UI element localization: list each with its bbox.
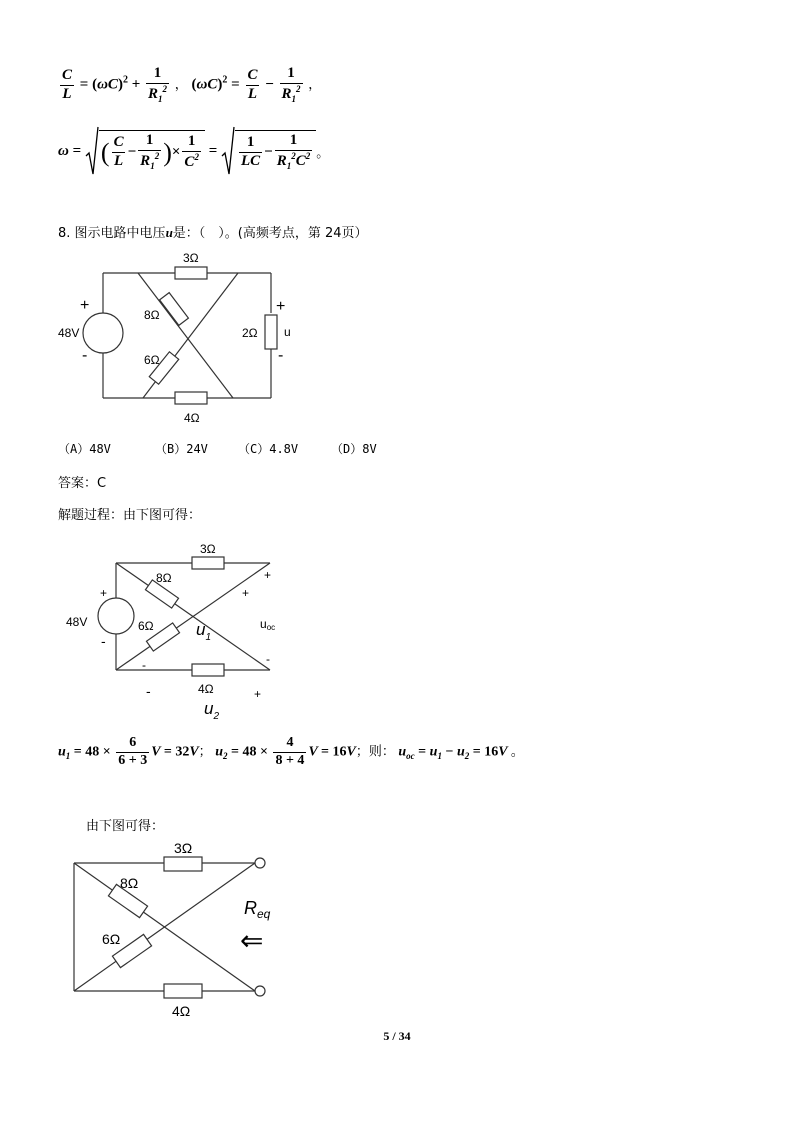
solution-intro-2: 由下图可得： <box>86 819 165 834</box>
c2-minus-source: - <box>101 633 106 649</box>
option-a: （A）48V <box>58 442 111 456</box>
c2-label-3ohm: 3Ω <box>200 542 216 556</box>
question-number: 8. <box>58 226 71 241</box>
terminal-top <box>255 858 265 868</box>
resistor-3ohm <box>192 557 224 569</box>
c1-label-8ohm: 8Ω <box>144 308 160 322</box>
resistor-3ohm <box>164 857 202 871</box>
c2-plus-source: + <box>100 586 108 600</box>
equation-line-2: ω = ( $\frac{C}{L}$ − $\frac{1}{R_1^2}$ ) × $\frac{1}{C^2}$ = $\frac{1}{LC}$ − $\frac{1}{R_1^2C^2}$ 。 <box>58 126 329 176</box>
c1-label-4ohm: 4Ω <box>184 411 200 425</box>
c2-minus-bottom-left: - <box>146 683 151 699</box>
result-end: 。 <box>510 744 524 760</box>
voltage-source-symbol <box>83 313 123 353</box>
c3-label-8ohm: 8Ω <box>120 875 139 891</box>
c3-label-3ohm: 3Ω <box>174 840 193 856</box>
question-var: u <box>165 225 173 240</box>
result-line-text <box>0 0 1 1</box>
question-text-after: 是：（ ）。(高频考点，第 24页） <box>172 226 368 241</box>
radical-sign-icon <box>221 126 235 176</box>
resistor-4ohm <box>164 984 202 998</box>
resistor-2ohm <box>265 315 277 349</box>
c2-minus-mid: - <box>142 658 146 672</box>
c2-minus-right: - <box>266 652 270 666</box>
c2-u2-label: $u_2$ <box>204 699 220 722</box>
c3-label-4ohm: 4Ω <box>172 1003 191 1019</box>
option-d: （D）8V <box>331 442 377 456</box>
answer: 答案：C <box>58 476 107 491</box>
c2-label-8ohm: 8Ω <box>156 571 172 585</box>
result-then: ；则： <box>355 744 395 760</box>
resistor-4ohm <box>192 664 224 676</box>
circuit-diagram-1 <box>58 248 308 428</box>
c2-u1-label: $u_1$ <box>196 620 212 643</box>
c1-label-6ohm: 6Ω <box>144 353 160 367</box>
c2-uoc-label: uoc <box>260 617 276 632</box>
c1-label-u: u <box>284 325 291 339</box>
question-text-before: 图示电路中电压 <box>74 226 166 241</box>
c3-label-6ohm: 6Ω <box>102 931 121 947</box>
c2-plus-top-right: + <box>264 568 272 582</box>
circuit-diagram-2 <box>58 536 298 726</box>
option-c: （C）4.8V <box>238 442 299 456</box>
result-line: $u_1 = 48$ × $\frac{6}{6 + 3}$ V = 32V； $u_2 = 48$ × $\frac{4}{8 + 4}$ V = 16V；则： $u_{oc} = u_1 - u_2 = 16V$ 。 <box>58 735 524 768</box>
question-8 <box>58 222 368 241</box>
equation-line-1: $\frac{C}{L}$ = $(\omega C)^2$ + $\frac{1}{R_1^2}$ ， $(\omega C)^2$ = $\frac{C}{L}$ − $\frac{1}{R_1^2}$ ， <box>62 65 322 104</box>
c1-minus-left: - <box>82 347 88 364</box>
c3-req-label: $R_{eq}$ <box>244 898 271 921</box>
c2-plus-diag: + <box>242 586 250 600</box>
c2-label-4ohm: 4Ω <box>198 682 214 696</box>
option-b: （B）24V <box>155 442 208 456</box>
c1-label-2ohm: 2Ω <box>242 326 258 340</box>
page-number: 5 / 34 <box>383 1029 411 1043</box>
options-row <box>58 440 377 457</box>
c2-plus-bottom-right: + <box>254 687 262 701</box>
c3-arrow-icon: ⇐ <box>240 925 264 956</box>
c1-plus-left: + <box>80 297 90 314</box>
c1-plus-right: + <box>276 298 286 315</box>
resistor-4ohm <box>175 392 207 404</box>
c2-label-6ohm: 6Ω <box>138 619 154 633</box>
c2-source-label: 48V <box>66 615 88 629</box>
radical-sign-icon <box>85 126 99 176</box>
voltage-source-symbol <box>98 598 134 634</box>
solution-intro: 解题过程：由下图可得： <box>58 508 202 523</box>
c1-minus-right: - <box>278 347 284 364</box>
circuit-diagram-3 <box>58 836 298 1021</box>
equation-line-1-text <box>0 0 1 1</box>
equation-line-2-text <box>0 0 1 1</box>
c1-label-3ohm: 3Ω <box>183 251 199 265</box>
terminal-bottom <box>255 986 265 996</box>
resistor-3ohm <box>175 267 207 279</box>
result-sep1: ； <box>198 744 212 760</box>
c1-source-label: 48V <box>58 326 80 340</box>
